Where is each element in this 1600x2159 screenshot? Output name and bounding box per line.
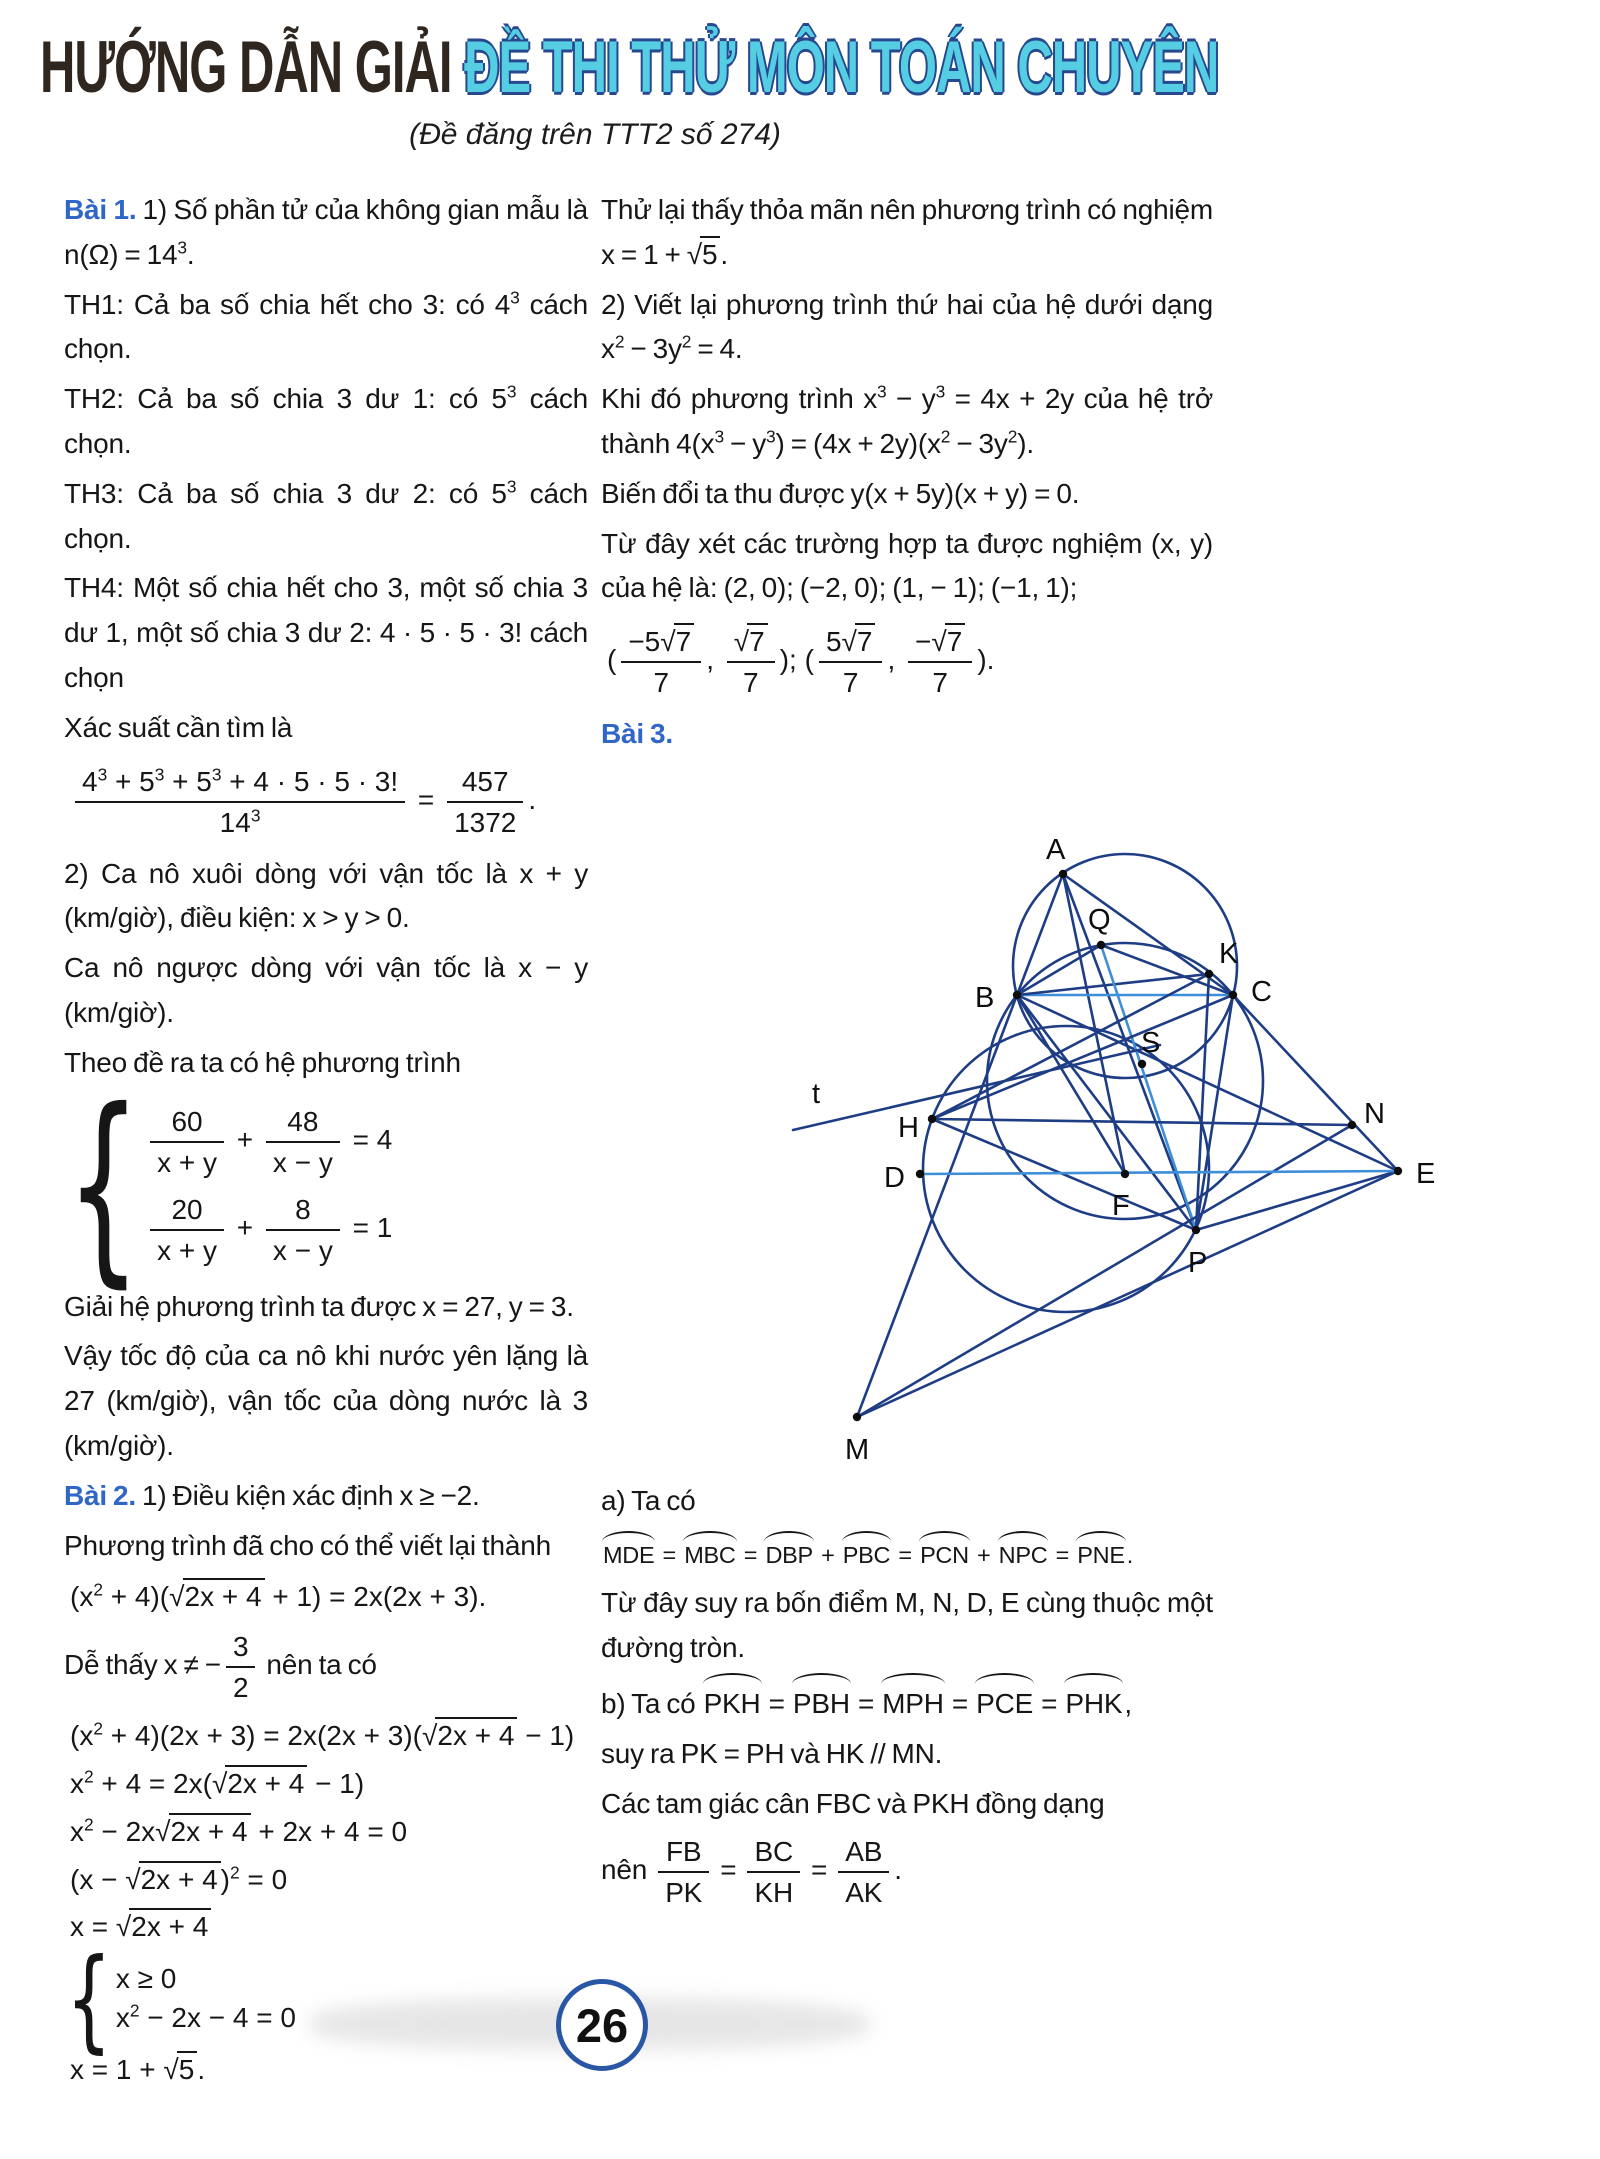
point-dot-K [1205, 970, 1213, 978]
point-label-S: S [1141, 1026, 1161, 1059]
point-label-Q: Q [1088, 903, 1111, 936]
paragraph-text: Thử lại thấy thỏa mãn nên phương trình có nghiệm x = 1 + √5 . [601, 194, 1213, 270]
paragraph-thu-lai [601, 188, 1213, 278]
paragraph-text: 2) Ca nô xuôi dòng với vận tốc là x + y (km/giờ), điều kiện: x > y > 0. [64, 857, 588, 934]
point-dot-Q [1097, 941, 1105, 949]
paragraph-text: TH2: Cả ba số chia 3 dư 1: có $5^3$ cách chọn. [64, 381, 588, 459]
paragraph-a-ta-co [601, 1479, 1213, 1524]
exercise-label: Bài 2. [64, 1479, 137, 1511]
paragraph-viet-lai-pt2 [601, 283, 1213, 373]
paragraph-cano-xuoi [64, 852, 588, 942]
system-line: $x^2 - 2x - 4 = 0$ [115, 2000, 296, 2034]
paragraph-text: Từ đây suy ra bốn điểm M, N, D, E cùng thuộc một đường tròn. [601, 1587, 1213, 1664]
left-column [64, 183, 588, 2099]
paragraph-bon-diem [601, 1581, 1213, 1671]
paragraph-text: a) Ta có [601, 1484, 696, 1516]
point-label-t: t [812, 1077, 821, 1110]
paragraph-text: Xác suất cần tìm là [64, 711, 293, 743]
paragraph-text: 2) Viết lại phương trình thứ hai của hệ dưới dạng $x^2 - 3y^2 = 4$. [601, 288, 1213, 365]
paragraph-th1 [64, 283, 588, 373]
paragraph-text: Phương trình đã cho có thể viết lại thành [64, 1529, 551, 1561]
page-title-part1: HƯỚNG DẪN GIẢI [40, 27, 452, 109]
equation-nghiem-can: ( $\frac{-5√7}{7}$ , $\frac{√7}{7}$ ); ( $\frac{5√7}{7}$ , $\frac{-√7}{7}$ ). [607, 621, 1213, 702]
point-label-E: E [1416, 1157, 1436, 1190]
diagram-segment-DE [920, 1171, 1398, 1174]
paragraph-tu-day [601, 522, 1213, 612]
point-label-F: F [1112, 1189, 1130, 1222]
system-brace: { [66, 1064, 142, 1306]
paragraph-text: Biến đổi ta thu được y(x + 5y)(x + y) = 0. [601, 477, 1080, 509]
paragraph-th2 [64, 377, 588, 467]
equation-b2-1: $(x^2 + 4)(√2x + 4 + 1) = 2x(2x + 3)$. [70, 1580, 487, 1613]
paragraph-suy-ra [601, 1732, 1213, 1777]
paragraph-ti-le [601, 1831, 1213, 1912]
paragraph-text: 1) Điều kiện xác định x ≥ −2. [142, 1479, 480, 1511]
equation-b2-3: $x^2 + 4 = 2x(√2x + 4 - 1)$ [70, 1766, 365, 1799]
point-label-B: B [975, 981, 995, 1014]
diagram-segment-BM [857, 995, 1017, 1417]
exercise-label: Bài 1. [64, 194, 137, 225]
point-dot-E [1394, 1167, 1402, 1175]
system-line: $\frac{20}{x + y}$ + $\frac{8}{x - y}$ = 1 [145, 1189, 392, 1270]
paragraph-th4 [64, 566, 588, 700]
paragraph-b-ta-co [601, 1676, 1213, 1727]
geometry-diagram [590, 762, 1470, 1474]
point-label-K: K [1219, 937, 1239, 970]
paragraph-giai-he [64, 1285, 588, 1330]
equation-angles-a: MDE = MBC = DBP + PBC = PCN + NPC = PNE. [601, 1534, 1213, 1572]
point-label-H: H [898, 1111, 919, 1144]
paragraph-ket-luan [64, 1334, 588, 1468]
system-line: $\frac{60}{x + y}$ + $\frac{48}{x - y}$ = 4 [145, 1101, 392, 1182]
system-brace: { [66, 1933, 112, 2064]
point-label-M: M [845, 1433, 870, 1466]
equation-system-1 [66, 1064, 588, 1306]
bai3-heading [601, 712, 1213, 757]
point-dot-D [916, 1170, 924, 1178]
point-dot-S [1138, 1060, 1146, 1068]
paragraph-khi-do [601, 377, 1213, 467]
system-line: x ≥ 0 [115, 1963, 177, 1995]
point-label-D: D [884, 1161, 905, 1194]
diagram-segment-BF [1017, 995, 1125, 1174]
equation-b2-7: x = 1 + √5 . [70, 2051, 588, 2089]
paragraph-he-pt [64, 1041, 588, 1086]
paragraph-text: nên $\frac{FB}{PK}$ = $\frac{BC}{KH}$ = $\frac{AB}{AK}$ . [601, 1854, 902, 1885]
point-dot-N [1348, 1121, 1356, 1129]
geometry-figure [590, 762, 1436, 1474]
point-dot-M [853, 1413, 861, 1421]
point-label-N: N [1364, 1097, 1385, 1130]
diagram-segment-BP [1017, 995, 1196, 1230]
diagram-segment-QC [1101, 945, 1233, 995]
paragraph-text: Ca nô ngược dòng với vận tốc là x − y (km/giờ). [64, 952, 588, 1028]
page-title-part2: ĐỀ THI THỬ MÔN TOÁN CHUYÊN [451, 27, 1219, 109]
paragraph-text: Các tam giác cân FBC và PKH đồng dạng [601, 1787, 1105, 1819]
point-dot-C [1229, 991, 1237, 999]
equation-b2-2: $(x^2 + 4)(2x + 3) = 2x(2x + 3)(√2x + 4 - 1)$ [70, 1718, 575, 1752]
paragraph-text: suy ra PK = PH và HK // MN. [601, 1737, 943, 1769]
equation-b2-6: x = √2x + 4 [70, 1908, 588, 1946]
point-dot-F [1121, 1170, 1129, 1178]
paragraph-text: Dễ thấy x ≠ − $\frac{3}{2}$ nên ta có [64, 1649, 377, 1680]
bai1-heading [64, 188, 588, 278]
exercise-label: Bài 3. [601, 718, 674, 750]
page-title [40, 26, 1219, 109]
diagram-segment-MN [857, 1125, 1352, 1417]
paragraph-text: TH4: Một số chia hết cho 3, một số chia 3 dư 1, một số chia 3 dư 2: 4 · 5 · 5 · 3! cách chọn [64, 572, 588, 693]
paragraph-text: Từ đây xét các trường hợp ta được nghiệm (x, y) của hệ là: (2, 0); (−2, 0); (1, − 1); (−1, 1); [601, 527, 1213, 604]
page-number-badge [556, 1979, 648, 2071]
paragraph-bien-doi [601, 472, 1213, 517]
paragraph-viet-lai [64, 1524, 588, 1569]
paragraph-text: Khi đó phương trình $x^3 - y^3 = 4x + 2y$ của hệ trở thành $4(x^3 - y^3) = (4x + 2y)(x^2 - 3y^2)$. [601, 381, 1214, 459]
paragraph-text: 1) Số phần tử của không gian mẫu là $n(\Omega) = 14^3$. [64, 194, 588, 270]
bai2-heading [64, 1474, 588, 1519]
point-dot-P [1192, 1226, 1200, 1234]
paragraph-text: Theo đề ra ta có hệ phương trình [64, 1046, 461, 1078]
paragraph-tam-giac-can [601, 1782, 1213, 1827]
equation-b2-4: $x^2 - 2x√2x + 4 + 2x + 4 = 0$ [70, 1814, 408, 1847]
paragraph-text: b) Ta có PKH = PBH = MPH = PCE = PHK, [601, 1688, 1132, 1719]
page-subtitle: (Đề đăng trên TTT2 số 274) [409, 118, 781, 151]
equation-b2-5: (x − √2x + 4 )$^2$ = 0 [70, 1862, 288, 1895]
point-label-A: A [1046, 833, 1066, 866]
paragraph-th3 [64, 472, 588, 562]
point-dot-A [1059, 870, 1067, 878]
right-column [601, 183, 1436, 1917]
paragraph-probability [64, 706, 588, 751]
paragraph-text: Giải hệ phương trình ta được x = 27, y = 3. [64, 1290, 574, 1322]
point-dot-B [1013, 991, 1021, 999]
page-number: 26 [575, 1998, 629, 2052]
point-dot-H [928, 1115, 936, 1123]
paragraph-text: TH3: Cả ba số chia 3 dư 2: có $5^3$ cách chọn. [64, 476, 588, 554]
equation-probability: $\frac{4^3 + 5^3 + 5^3 + 4 \cdot 5 \cdot 5 \cdot 3!}{14^3}$ = $\frac{457}{1372}$ . [70, 761, 588, 842]
point-label-C: C [1251, 975, 1272, 1008]
paragraph-cano-nguoc [64, 946, 588, 1036]
point-label-P: P [1188, 1246, 1208, 1279]
page-header [40, 26, 1219, 152]
paragraph-de-thay [64, 1626, 588, 1707]
paragraph-text: Vậy tốc độ của ca nô khi nước yên lặng là 27 (km/giờ), vận tốc của dòng nước là 3 (km/giờ). [64, 1340, 588, 1461]
paragraph-text: TH1: Cả ba số chia hết cho 3: có $4^3$ cách chọn. [64, 287, 588, 365]
diagram-segment-CE [1233, 995, 1398, 1171]
